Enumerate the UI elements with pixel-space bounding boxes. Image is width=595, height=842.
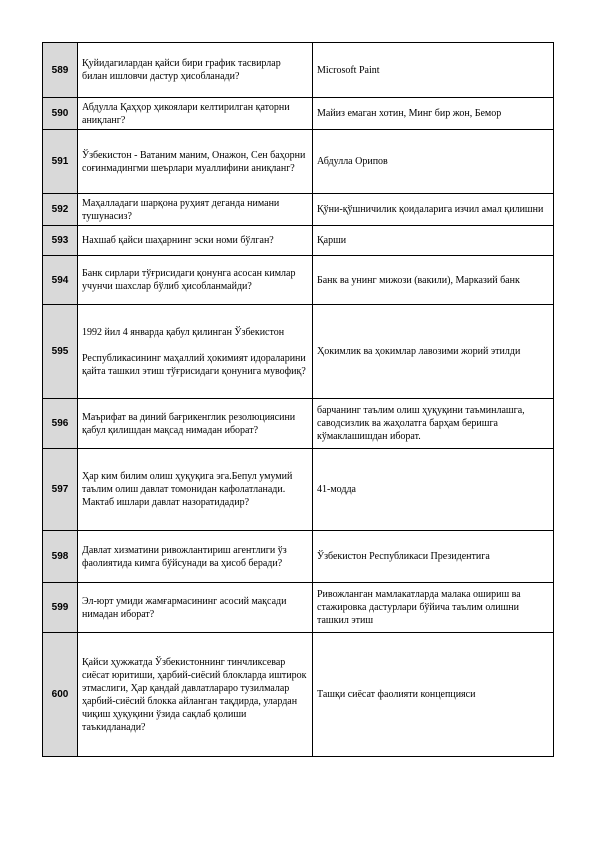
question-cell: Эл-юрт умиди жамғармасининг асосий мақсади нимадан иборат? (78, 583, 313, 633)
table-row (43, 130, 554, 194)
table-row (43, 98, 554, 130)
answer-cell: Microsoft Paint (313, 43, 554, 98)
question-cell: Маҳалладаги шарқона руҳият деганда нимани тушунасиз? (78, 194, 313, 226)
row-number: 598 (43, 531, 78, 583)
table-row (43, 531, 554, 583)
row-number: 592 (43, 194, 78, 226)
question-cell: Қайси ҳужжатда Ўзбекистоннинг тинчликсевар сиёсат юритиши, ҳарбий-сиёсий блокларда иштирок этмаслиги, Ҳар қандай давлатлараро тузилмалар ҳарбий-сиёсий блокка айланган тақдирда, улардан чиқиш ҳуқуқини ўзида сақлаб қолиши таъкидланади? (78, 633, 313, 757)
answer-cell: Ташқи сиёсат фаолияти концепцияси (313, 633, 554, 757)
answer-cell: Ривожланган мамлакатларда малака ошириш ва стажировка дастурлари бўйича таълим олишни ташкил этиш (313, 583, 554, 633)
row-number: 600 (43, 633, 78, 757)
row-number: 593 (43, 226, 78, 256)
row-number: 597 (43, 449, 78, 531)
row-number: 594 (43, 256, 78, 305)
question-cell: Абдулла Қаҳҳор ҳикоялари келтирилган қаторни аниқланг? (78, 98, 313, 130)
question-cell: Банк сирлари тўғрисидаги қонунга асосан кимлар учунчи шахслар бўлиб ҳисобланмайди? (78, 256, 313, 305)
question-cell: 1992 йил 4 январда қабул қилинган Ўзбекистон Республикасининг маҳаллий ҳокимият идораларини қайта ташкил этиш тўғрисидаги қонунига мувофиқ? (78, 305, 313, 399)
table-row (43, 256, 554, 305)
answer-cell: Ҳокимлик ва ҳокимлар лавозими жорий этилди (313, 305, 554, 399)
question-answer-table (42, 42, 554, 757)
answer-cell: Ўзбекистон Республикаси Президентига (313, 531, 554, 583)
answer-cell: Банк ва унинг мижози (вакили), Марказий банк (313, 256, 554, 305)
table-row (43, 583, 554, 633)
question-cell: Давлат хизматини ривожлантириш агентлиги ўз фаолиятида кимга бўйсунади ва ҳисоб беради? (78, 531, 313, 583)
table-row (43, 399, 554, 449)
table-row (43, 226, 554, 256)
table-row (43, 449, 554, 531)
table-row (43, 43, 554, 98)
table-row (43, 194, 554, 226)
question-cell: Нахшаб қайси шаҳарнинг эски номи бўлган? (78, 226, 313, 256)
row-number: 595 (43, 305, 78, 399)
table-row (43, 633, 554, 757)
row-number: 599 (43, 583, 78, 633)
question-cell: Ҳар ким билим олиш ҳуқуқига эга.Бепул умумий таълим олиш давлат томонидан кафолатланади. Мактаб ишлари давлат назоратидадир? (78, 449, 313, 531)
row-number: 589 (43, 43, 78, 98)
row-number: 596 (43, 399, 78, 449)
answer-cell: Абдулла Орипов (313, 130, 554, 194)
table-row (43, 305, 554, 399)
answer-cell: Қўни-қўшничилик қоидаларига изчил амал қилишни (313, 194, 554, 226)
row-number: 591 (43, 130, 78, 194)
answer-cell: Майиз емаган хотин, Минг бир жон, Бемор (313, 98, 554, 130)
answer-cell: 41-модда (313, 449, 554, 531)
answer-cell: Қарши (313, 226, 554, 256)
answer-cell: барчанинг таълим олиш ҳуқуқини таъминлашга, саводсизлик ва жаҳолатга барҳам беришга кўмаклашишдан иборат. (313, 399, 554, 449)
question-cell: Қуйидагилардан қайси бири график тасвирлар билан ишловчи дастур ҳисобланади? (78, 43, 313, 98)
row-number: 590 (43, 98, 78, 130)
question-cell: Маърифат ва диний бағрикенглик резолюциясини қабул қилишдан мақсад нимадан иборат? (78, 399, 313, 449)
question-cell: Ўзбекистон - Ватаним маним, Онажон, Сен баҳорни соғинмадингми шеърлари муаллифини аниқланг? (78, 130, 313, 194)
